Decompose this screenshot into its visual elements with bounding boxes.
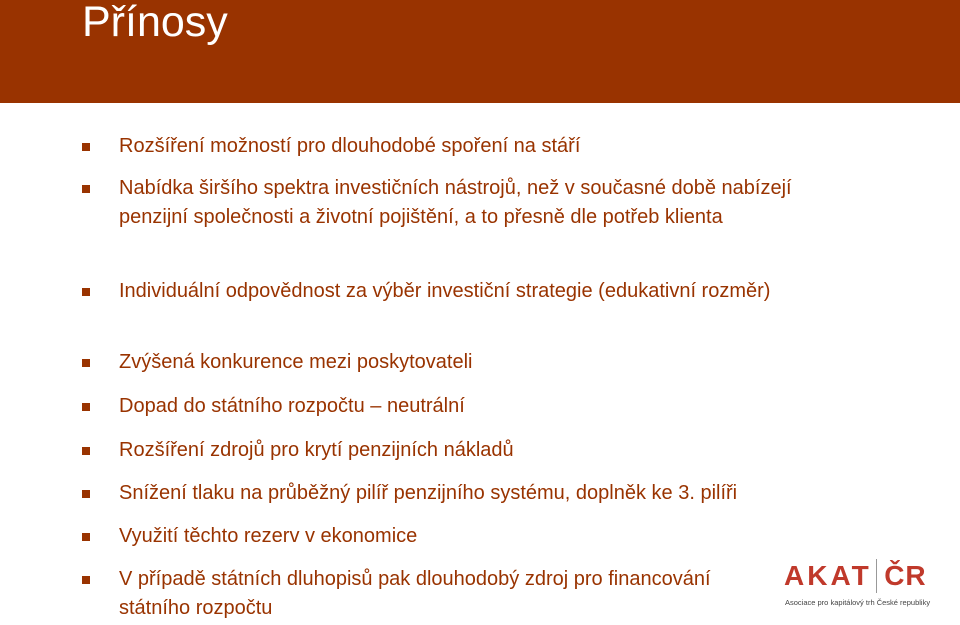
akat-logo xyxy=(784,558,934,610)
bullet-text: Rozšíření možností pro dlouhodobé spoření na stáří xyxy=(119,135,581,157)
square-bullet-icon xyxy=(82,403,90,411)
bullet-text: Snížení tlaku na průběžný pilíř penzijního systému, doplněk ke 3. pilíři xyxy=(119,482,738,504)
square-bullet-icon xyxy=(82,359,90,367)
bullet-text: Zvýšená konkurence mezi poskytovateli xyxy=(119,351,473,373)
bullet-text: Dopad do státního rozpočtu – neutrální xyxy=(119,395,465,417)
logo-country-text: ČR xyxy=(884,560,927,591)
logo-akat-text: AKAT xyxy=(784,560,872,591)
bullet-text: V případě státních dluhopisů pak dlouhodobý zdroj pro financování státního rozpočtu xyxy=(119,568,711,619)
logo-wordmark xyxy=(784,558,927,594)
square-bullet-icon xyxy=(82,533,90,541)
bullet-text: Rozšíření zdrojů pro krytí penzijních nákladů xyxy=(119,439,514,461)
bullet-text: Individuální odpovědnost za výběr investiční strategie (edukativní rozměr) xyxy=(119,280,771,302)
square-bullet-icon xyxy=(82,185,90,193)
bullet-text: Využití těchto rezerv v ekonomice xyxy=(119,525,418,547)
square-bullet-icon xyxy=(82,490,90,498)
square-bullet-icon xyxy=(82,447,90,455)
square-bullet-icon xyxy=(82,143,90,151)
slide-header xyxy=(0,0,960,103)
square-bullet-icon xyxy=(82,576,90,584)
bullet-text: Nabídka širšího spektra investičních nástrojů, než v současné době nabízejí penzijní společnosti a životní pojištění, a to přesně dle potřeb klienta xyxy=(119,177,792,228)
slide-title: Přínosy xyxy=(82,0,228,46)
logo-subtitle: Asociace pro kapitálový trh České republiky xyxy=(785,598,931,607)
square-bullet-icon xyxy=(82,288,90,296)
logo-divider xyxy=(876,559,878,593)
